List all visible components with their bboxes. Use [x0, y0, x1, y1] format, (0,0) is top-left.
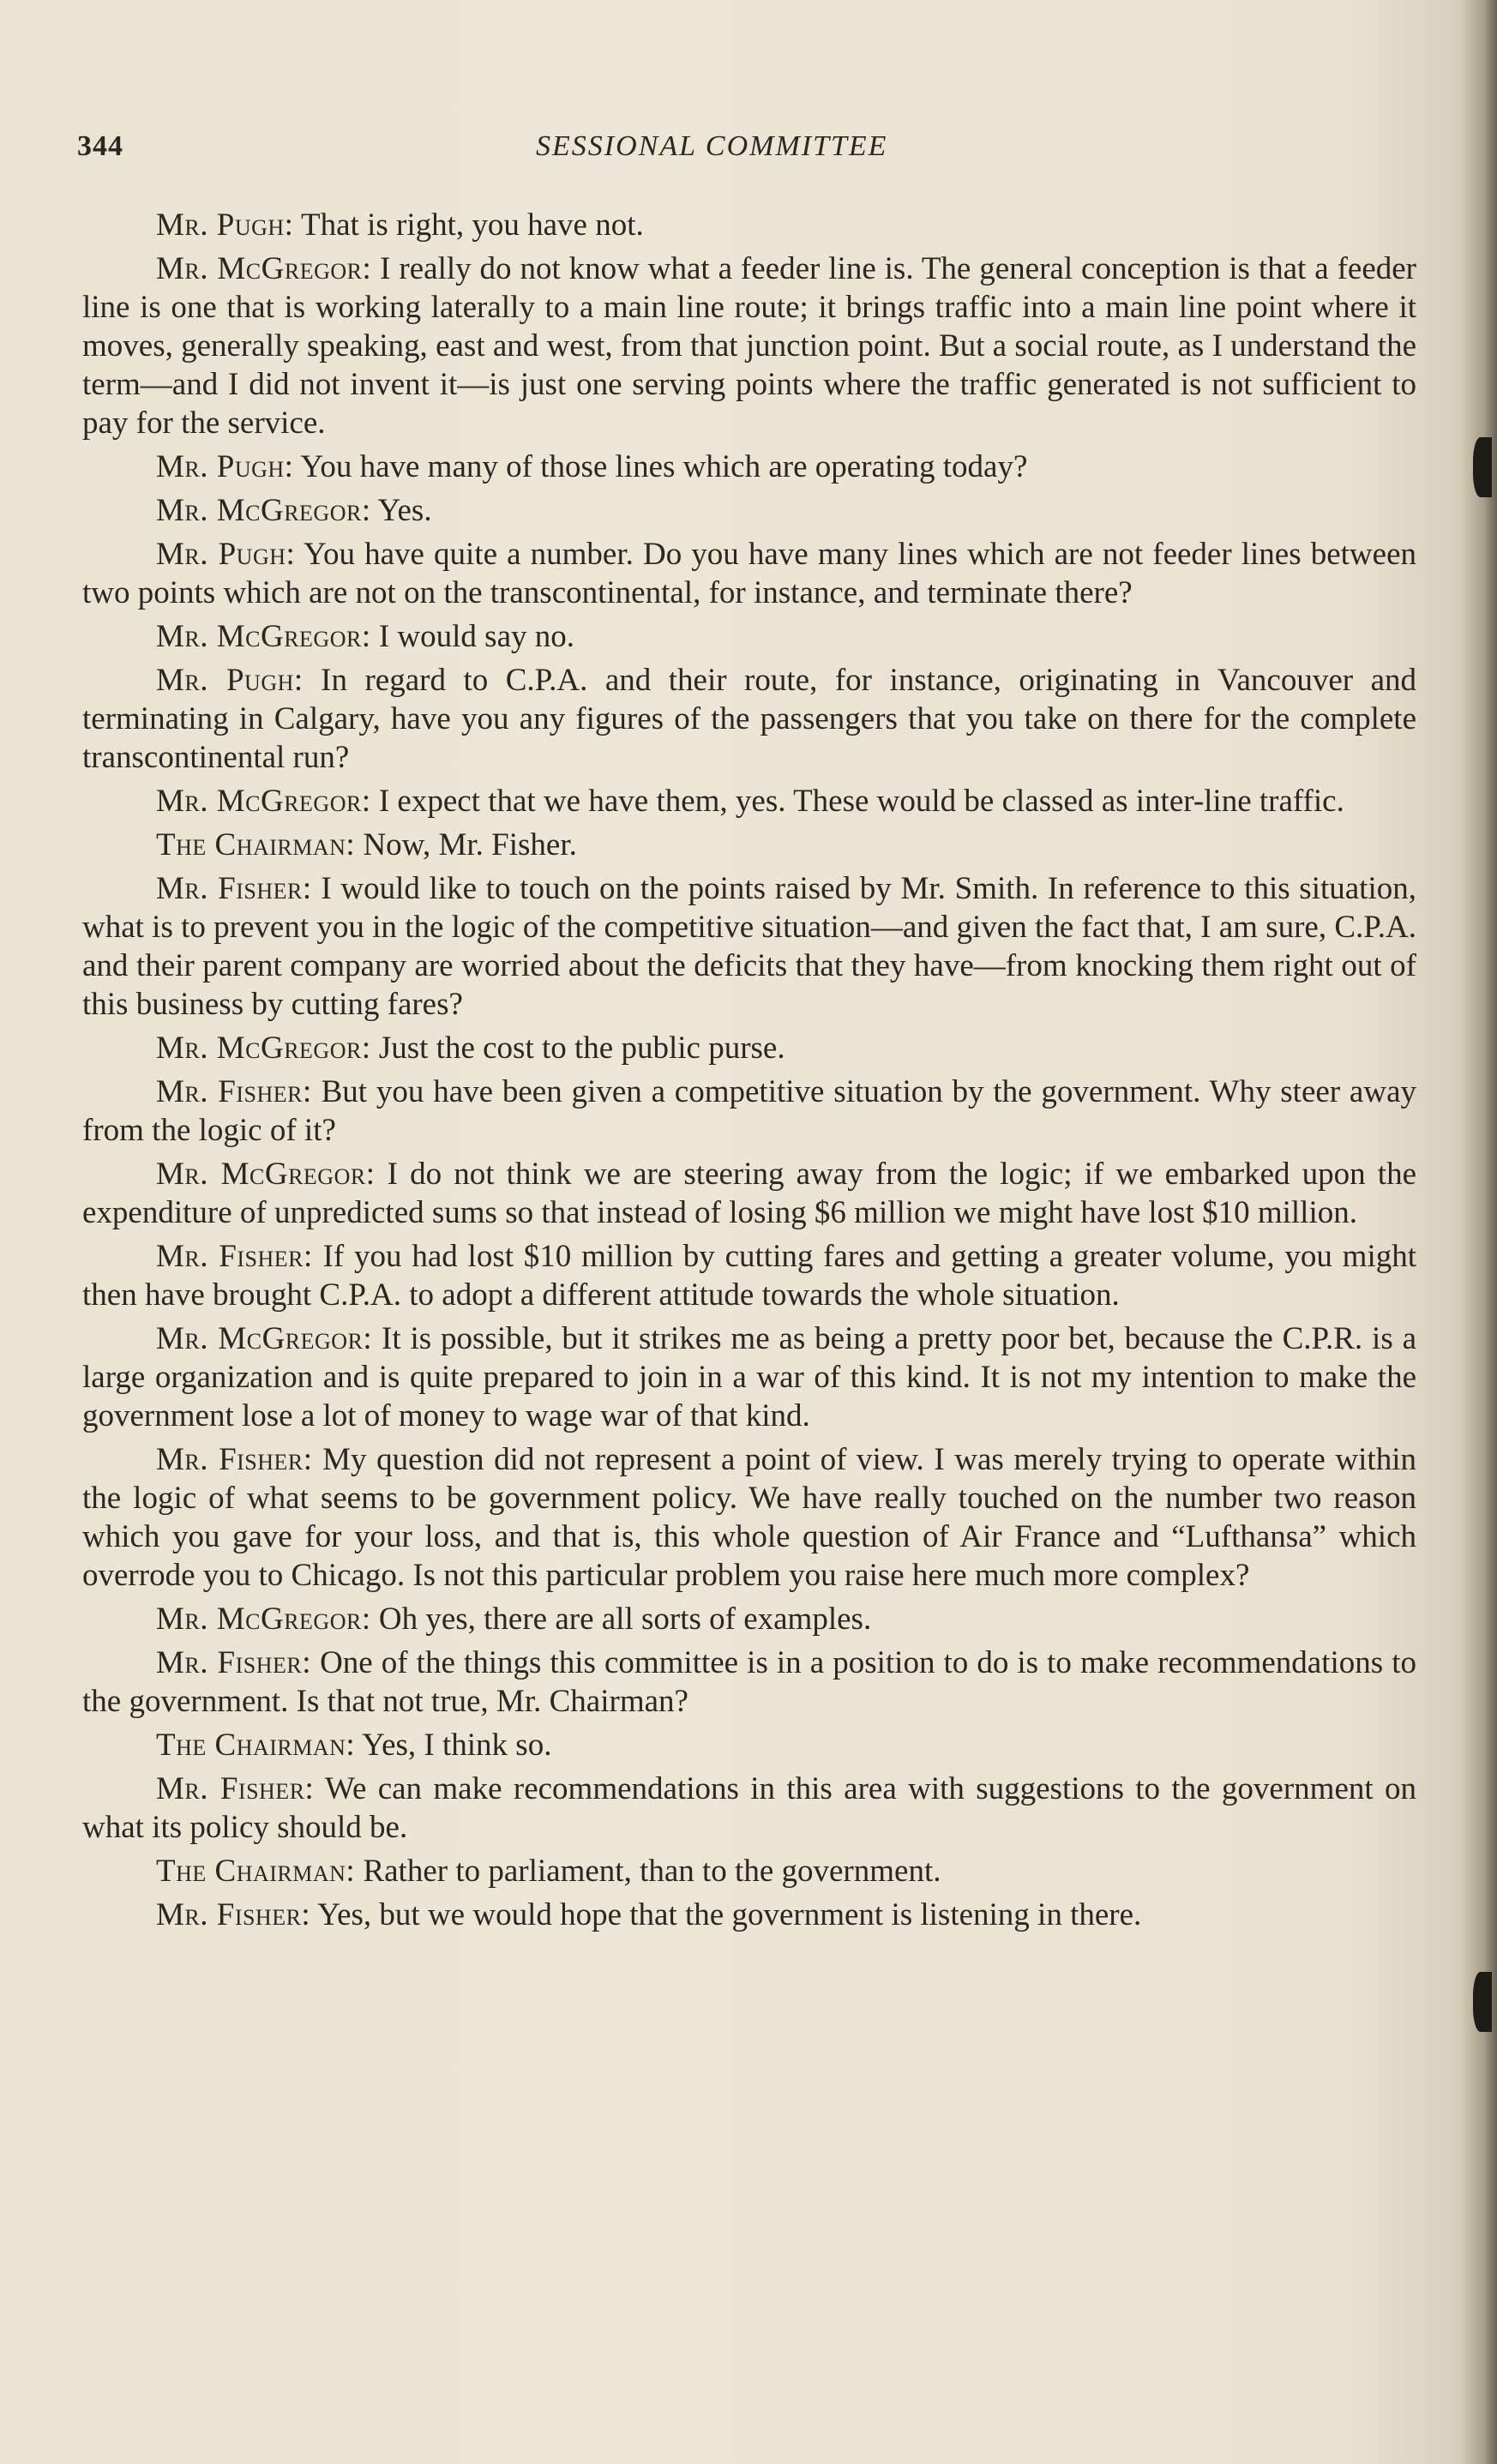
transcript-paragraph [82, 1319, 1416, 1435]
transcript-paragraph [82, 1896, 1416, 1934]
transcript-paragraph [82, 1852, 1416, 1890]
speech-text: I really do not know what a feeder line is. The general conception is that a feeder line is one that is working laterally to a main line route; it brings traffic into a main line point where it moves, generally speaking, east and west, from that junction point. But a social route, as I understand the term—and I did not invent it—is just one serving points where the traffic generated is not sufficient to pay for the service. [82, 251, 1416, 441]
transcript-paragraph [82, 826, 1416, 864]
speech-text: My question did not represent a point of view. I was merely trying to operate within the logic of what seems to be government policy. We have really touched on the number two reason which you gave for your loss, and that is, this whole question of Air France and “Lufthansa” which overrode you to Chicago. Is not this particular problem you raise here much more complex? [82, 1442, 1416, 1593]
speaker-name: Mr. Pugh: [156, 207, 294, 243]
speaker-name: Mr. Pugh: [156, 449, 294, 484]
speaker-name: Mr. McGregor: [156, 619, 371, 654]
speech-text: If you had lost $10 million by cutting fares and getting a greater volume, you might then have brought C.P.A. to adopt a different attitude towards the whole situation. [82, 1239, 1417, 1313]
speaker-name: Mr. McGregor: [156, 1031, 371, 1066]
transcript-paragraph [82, 535, 1416, 612]
speaker-name: Mr. McGregor: [156, 1157, 376, 1192]
speech-text: You have quite a number. Do you have many lines which are not feeder lines between two points which are not on the transcontinental, for instance, and terminate there? [82, 537, 1416, 610]
transcript-paragraph [82, 1600, 1416, 1638]
speech-text: I do not think we are steering away from the logic; if we embarked upon the expenditure of unpredicted sums so that instead of losing $6 million we might have lost $10 million. [82, 1157, 1416, 1230]
transcript-paragraph [82, 1440, 1416, 1595]
transcript-paragraph [82, 1237, 1416, 1314]
speech-text: Now, Mr. Fisher. [355, 827, 577, 862]
speaker-name: Mr. Fisher: [156, 1239, 313, 1274]
binding-mark [1473, 437, 1492, 497]
transcript-paragraph [82, 491, 1416, 530]
speech-text: It is possible, but it strikes me as being a pretty poor bet, because the C.P.R. is a large organization and is quite prepared to join in a war of this kind. It is not my intention to make the government lose a lot of money to wage war of that kind. [82, 1321, 1416, 1433]
transcript-paragraph [82, 617, 1416, 656]
speech-text: Oh yes, there are all sorts of examples. [370, 1602, 872, 1637]
speech-text: You have many of those lines which are operating today? [293, 449, 1028, 484]
speech-text: In regard to C.P.A. and their route, for instance, originating in Vancouver and terminating in Calgary, have you any figures of the passengers that you take on there for the complete transcontinental run? [82, 663, 1416, 775]
speech-text: I would say no. [370, 619, 575, 654]
speech-text: We can make recommendations in this area with suggestions to the government on what its policy should be. [82, 1771, 1416, 1845]
speaker-name: The Chairman: [156, 1728, 356, 1763]
speaker-name: The Chairman: [156, 827, 356, 862]
speech-text: But you have been given a competitive situation by the government. Why steer away from the logic of it? [82, 1074, 1416, 1148]
speaker-name: Mr. Fisher: [156, 871, 312, 906]
transcript-paragraph [82, 1029, 1416, 1067]
transcript-paragraph [82, 1073, 1416, 1150]
speech-text: I expect that we have them, yes. These would be classed as inter-line traffic. [370, 784, 1344, 819]
speech-text: That is right, you have not. [293, 207, 644, 243]
speech-text: Yes, I think so. [355, 1728, 552, 1763]
speaker-name: Mr. Pugh: [156, 663, 304, 698]
speaker-name: Mr. Fisher: [156, 1897, 311, 1932]
speech-text: Yes, but we would hope that the government is listening in there. [310, 1897, 1142, 1932]
speaker-name: The Chairman: [156, 1854, 356, 1889]
binding-mark [1473, 1972, 1492, 2032]
speaker-name: Mr. McGregor: [156, 1602, 371, 1637]
speaker-name: Mr. Fisher: [156, 1645, 312, 1680]
running-header [77, 130, 1432, 171]
transcript-body [82, 206, 1416, 1939]
transcript-paragraph [82, 448, 1416, 486]
transcript-paragraph [82, 869, 1416, 1024]
speech-text: Just the cost to the public purse. [370, 1031, 785, 1066]
speech-text: Rather to parliament, than to the government. [355, 1854, 941, 1889]
transcript-paragraph [82, 1770, 1416, 1847]
speaker-name: Mr. Fisher: [156, 1442, 313, 1477]
speech-text: Yes. [370, 493, 432, 528]
speaker-name: Mr. Pugh: [156, 537, 296, 572]
transcript-paragraph [82, 249, 1416, 442]
speaker-name: Mr. Fisher: [156, 1074, 312, 1109]
speaker-name: Mr. McGregor: [156, 251, 372, 286]
transcript-paragraph [82, 661, 1416, 777]
speech-text: One of the things this committee is in a position to do is to make recommendations to the government. Is that not true, Mr. Chairman? [82, 1645, 1417, 1719]
speech-text: I would like to touch on the points raised by Mr. Smith. In reference to this situation, what is to prevent you in the logic of the competitive situation—and given the fact that, I am sure, C.P.A. and their parent company are worried about the deficits that they have—from knocking them right out of this business by cutting fares? [82, 871, 1416, 1022]
transcript-paragraph [82, 206, 1416, 244]
running-title: SESSIONAL COMMITTEE [536, 130, 888, 162]
transcript-paragraph [82, 1726, 1416, 1764]
speaker-name: Mr. McGregor: [156, 493, 371, 528]
page-number: 344 [77, 130, 123, 162]
transcript-paragraph [82, 782, 1416, 820]
page-edge-shadow [1463, 0, 1497, 2464]
speaker-name: Mr. McGregor: [156, 784, 371, 819]
transcript-paragraph [82, 1155, 1416, 1232]
speaker-name: Mr. Fisher: [156, 1771, 315, 1806]
speaker-name: Mr. McGregor: [156, 1321, 373, 1356]
transcript-paragraph [82, 1644, 1416, 1721]
